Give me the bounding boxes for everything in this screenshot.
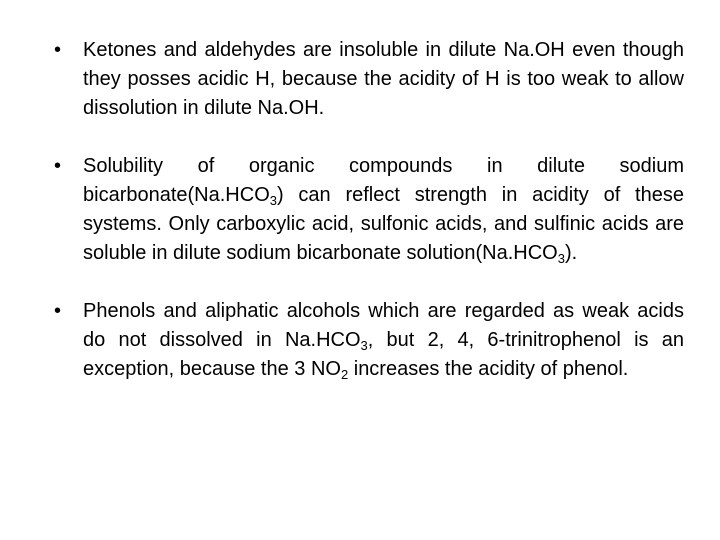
bullet-text: Ketones and aldehydes are insoluble in dilute Na.OH even though they posses acidic H, because the acidity of H is too weak to allow dissolution in dilute Na.OH. (83, 39, 684, 119)
bullet-item-ketones (54, 36, 684, 123)
bullet-text-part: , but 2, 4, 6-trinitrophenol is an exception, because the 3 NO (83, 329, 684, 380)
subscript: 2 (340, 367, 349, 382)
bullet-text-part: increases the acidity of phenol. (348, 358, 629, 380)
bullet-text-part: Solubility of organic compounds in dilute sodium bicarbonate(Na.HCO (83, 155, 684, 206)
bullet-text-part: ). (564, 242, 578, 264)
bullet-item-phenols (54, 297, 684, 384)
bullet-text-part: Phenols and aliphatic alcohols which are regarded as weak acids do not dissolved in Na.HCO (83, 300, 684, 351)
bullet-dot: • (54, 155, 62, 177)
subscript: 3 (360, 338, 368, 353)
bullet-dot: • (54, 300, 62, 322)
bullet-text-part: ) can reflect strength in acidity of these systems. Only carboxylic acid, sulfonic acids, and sulfinic acids are soluble in dilute sodium bicarbonate solution(Na.HCO (83, 184, 684, 264)
subscript: 3 (269, 193, 277, 208)
bullet-list (54, 36, 684, 384)
bullet-dot: • (54, 39, 62, 61)
bullet-item-solubility (54, 152, 684, 268)
subscript: 3 (557, 251, 565, 266)
